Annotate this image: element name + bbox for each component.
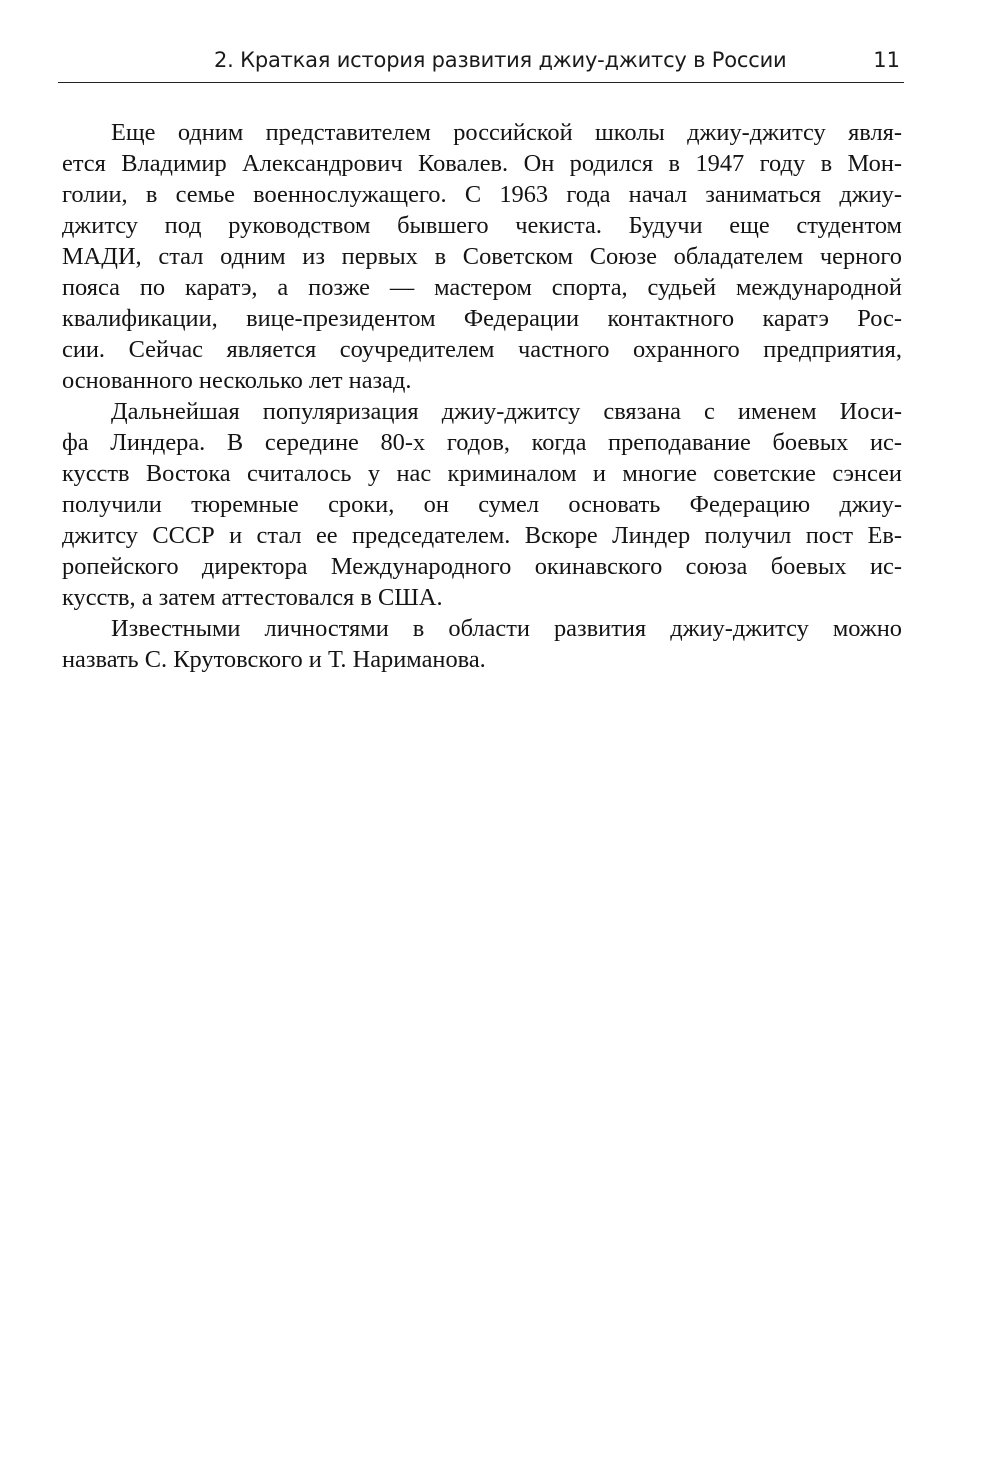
text-line: МАДИ, стал одним из первых в Советском Союзе обладателем черного (62, 243, 902, 270)
paragraph-2 (62, 396, 902, 613)
text-line: получили тюремные сроки, он сумел основать Федерацию джиу- (62, 491, 902, 518)
text-line: пояса по каратэ, а позже — мастером спорта, судьей международной (62, 274, 902, 301)
text-line: назвать С. Крутовского и Т. Нариманова. (62, 646, 486, 673)
text-line: джитсу СССР и стал ее председателем. Вскоре Линдер получил пост Ев- (62, 522, 902, 549)
text-line: ется Владимир Александрович Ковалев. Он родился в 1947 году в Мон- (62, 150, 902, 177)
text-line: Известными личностями в области развития джиу-джитсу можно (111, 615, 902, 642)
paragraph-1 (62, 117, 902, 396)
running-header (58, 44, 904, 83)
chapter-title: 2. Краткая история развития джиу-джитсу в России (214, 48, 787, 72)
text-line: Еще одним представителем российской школы джиу-джитсу явля- (111, 119, 902, 146)
page-number: 11 (873, 48, 900, 72)
text-line: фа Линдера. В середине 80-х годов, когда преподавание боевых ис- (62, 429, 902, 456)
text-line: основанного несколько лет назад. (62, 367, 412, 394)
text-line: квалификации, вице-президентом Федерации контактного каратэ Рос- (62, 305, 902, 332)
text-line: Дальнейшая популяризация джиу-джитсу связана с именем Иоси- (111, 398, 902, 425)
text-line: сии. Сейчас является соучредителем частного охранного предприятия, (62, 336, 902, 363)
text-line: голии, в семье военнослужащего. С 1963 года начал заниматься джиу- (62, 181, 902, 208)
text-line: джитсу под руководством бывшего чекиста. Будучи еще студентом (62, 212, 902, 239)
main-text (62, 117, 902, 675)
paragraph-3 (62, 613, 902, 675)
text-line: кусств, а затем аттестовался в США. (62, 584, 443, 611)
text-line: ропейского директора Международного окинавского союза боевых ис- (62, 553, 902, 580)
text-line: кусств Востока считалось у нас криминалом и многие советские сэнсеи (62, 460, 902, 487)
